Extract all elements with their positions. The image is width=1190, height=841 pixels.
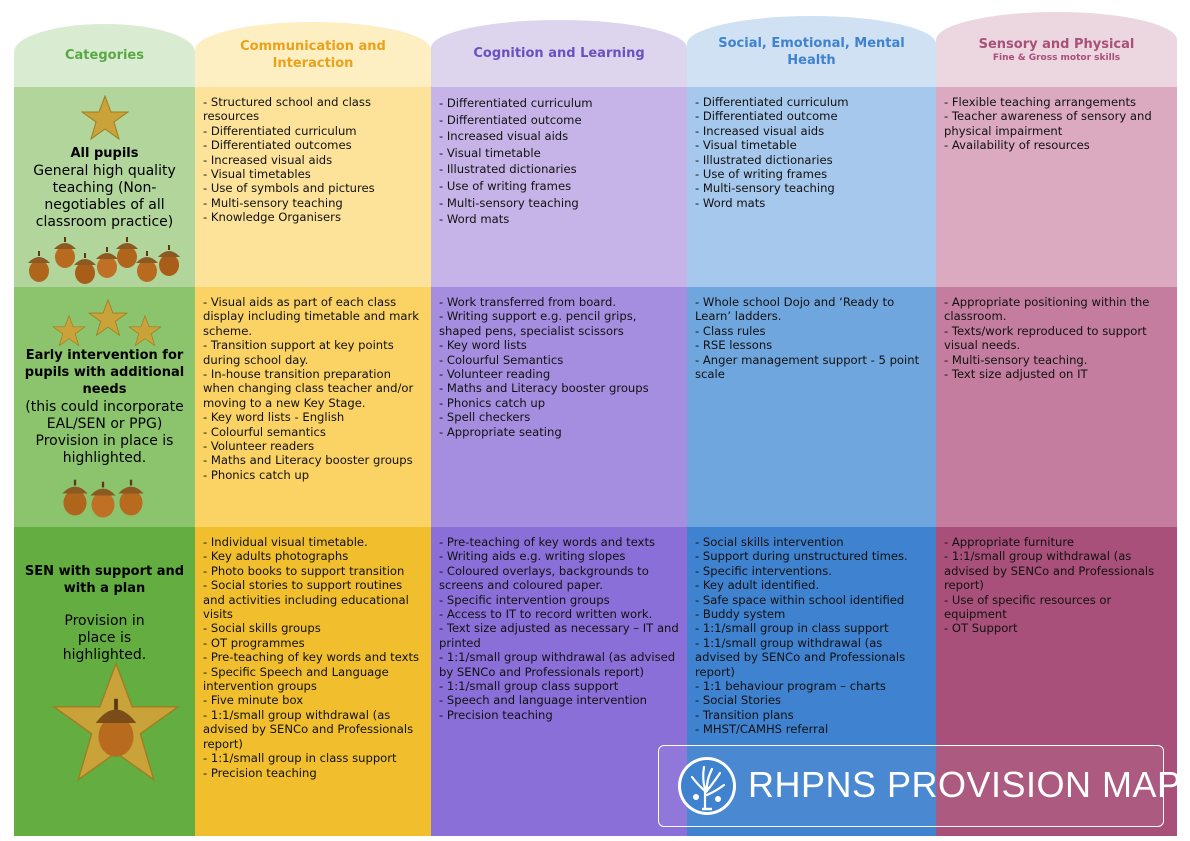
list-item: - Differentiated curriculum	[695, 95, 849, 109]
list-item: - Safe space within school identified	[695, 592, 905, 607]
provision-map-title: RHPNS PROVISION MAP	[748, 764, 1182, 805]
list-item: - Multi-sensory teaching	[695, 181, 835, 196]
list-item: - 1:1 behaviour program – charts	[695, 679, 886, 694]
list-item: - Maths and Literacy booster groups	[203, 453, 413, 468]
list-item: - Social Stories	[695, 693, 782, 708]
list-item: - Illustrated dictionaries	[695, 152, 833, 167]
category-title: Early intervention for pupils with additional needs	[24, 348, 185, 397]
list-item: - Differentiated outcome	[695, 109, 838, 124]
list-item: - Pre-teaching of key words and texts	[203, 650, 420, 665]
list-item: - Multi-sensory teaching	[439, 195, 579, 210]
list-item: - Colourful semantics	[203, 424, 326, 439]
list-item: - Differentiated outcomes	[203, 138, 352, 153]
header-categories-label: Categories	[64, 48, 144, 63]
cell-comm-row2	[195, 287, 431, 527]
list-item: - Volunteer readers	[203, 439, 315, 454]
cell-soc-row2	[687, 287, 936, 527]
list-item: - Key word lists - English	[203, 410, 345, 425]
header-sensory-label: Sensory and Physical	[978, 36, 1135, 52]
list-item: - Phonics catch up	[203, 467, 310, 482]
header-social-label: Social, Emotional, Mental Health	[718, 35, 905, 68]
list-item: - Phonics catch up	[439, 395, 546, 410]
list-item: - Specific intervention groups	[439, 592, 610, 607]
list-item: - Photo books to support transition	[203, 563, 405, 578]
list-item: - Class rules	[695, 323, 766, 338]
header-cognition-label: Cognition and Learning	[473, 46, 645, 61]
list-item: - Knowledge Organisers	[203, 210, 341, 225]
list-item: - Appropriate furniture	[944, 535, 1075, 549]
category-text: General high quality teaching (Non-negotiables of all classroom practice)	[33, 163, 176, 230]
list-item: - Specific Speech and Language intervention groups	[203, 664, 389, 694]
list-item: - OT Support	[944, 621, 1018, 636]
list-item: - Individual visual timetable.	[203, 535, 368, 549]
list-item: - Appropriate positioning within the classroom.	[944, 295, 1150, 324]
list-item: - Pre-teaching of key words and texts	[439, 535, 656, 549]
list-item: - 1:1/small group class support	[439, 679, 619, 694]
list-item: - Social stories to support routines and activities including educational visits	[203, 578, 409, 622]
cell-comm-row1	[195, 87, 431, 287]
list-item: - Differentiated curriculum	[439, 96, 593, 110]
header-social	[687, 16, 936, 87]
list-item: - Teacher awareness of sensory and physical impairment	[944, 109, 1152, 138]
list-item: - Writing aids e.g. writing slopes	[439, 549, 626, 564]
list-item: - Multi-sensory teaching.	[944, 352, 1088, 367]
list-item: - Visual timetables	[203, 167, 311, 182]
list-item: - Text size adjusted as necessary – IT and printed	[439, 621, 679, 650]
header-communication	[195, 22, 431, 87]
list-item: - 1:1/small group withdrawal (as advised by SENCo and Professionals report)	[439, 650, 676, 679]
list-item: - Transition plans	[695, 707, 794, 722]
cell-soc-row1	[687, 87, 936, 287]
list-item: - Key adult identified.	[695, 578, 820, 593]
list-item: - Anger management support - 5 point scale	[695, 352, 920, 382]
header-categories	[14, 24, 195, 87]
cell-cog-row1	[431, 87, 687, 287]
list-item: - OT programmes	[203, 635, 305, 650]
list-item: - Differentiated outcome	[439, 112, 582, 127]
list-item: - In-house transition preparation when changing class teacher and/or moving to a new Key Stage.	[203, 367, 414, 410]
acorn-group-icon	[26, 235, 186, 285]
list-item: - Increased visual aids	[439, 129, 569, 144]
list-item: - Support during unstructured times.	[695, 549, 908, 564]
list-item: - Increased visual aids	[695, 123, 825, 138]
category-text: (this could incorporate EAL/SEN or PPG) Provision in place is highlighted.	[25, 399, 184, 466]
list-item: - Use of specific resources or equipment	[944, 592, 1112, 622]
list-item: - Five minute box	[203, 693, 304, 708]
list-item: - Transition support at key points during school day.	[203, 338, 394, 367]
list-item: - Use of writing frames	[695, 167, 828, 182]
list-item: - 1:1/small group withdrawal (as advised by SENCo and Professionals report)	[944, 549, 1155, 593]
list-item: - Flexible teaching arrangements	[944, 95, 1137, 109]
list-item: - Increased visual aids	[203, 152, 333, 167]
list-item: - Multi-sensory teaching	[203, 195, 343, 210]
list-item: - Use of writing frames	[439, 178, 572, 193]
category-title: SEN with support and with a plan	[24, 564, 185, 596]
category-cell-sen-support	[14, 527, 195, 836]
list-item: - Social skills groups	[203, 621, 321, 636]
header-cognition	[431, 20, 687, 87]
list-item: - Structured school and class resources	[203, 95, 371, 124]
category-title: All pupils	[70, 146, 139, 161]
list-item: - Social skills intervention	[695, 535, 844, 549]
list-item: - Illustrated dictionaries	[439, 162, 577, 177]
list-item: - 1:1/small group in class support	[203, 751, 397, 766]
cell-comm-row3	[195, 527, 431, 836]
list-item: - Visual aids as part of each class display including timetable and mark scheme.	[203, 295, 419, 338]
list-item: - Word mats	[439, 212, 510, 227]
list-item: - Key adults photographs	[203, 549, 349, 564]
list-item: - 1:1/small group in class support	[695, 621, 889, 636]
school-tree-logo-icon	[676, 755, 738, 817]
acorn-group-icon	[60, 473, 150, 521]
category-text: Provision in place is highlighted.	[62, 613, 147, 663]
list-item: - Visual timetable	[439, 145, 541, 160]
list-item: - Key word lists	[439, 338, 527, 353]
list-item: - 1:1/small group withdrawal (as advised by SENCo and Professionals report)	[203, 707, 414, 751]
list-item: - Precision teaching	[439, 707, 553, 722]
list-item: - Precision teaching	[203, 765, 317, 780]
star-group-icon	[52, 299, 162, 349]
gold-star-icon	[81, 95, 129, 141]
star-acorn-icon	[51, 661, 181, 785]
list-item: - Texts/work reproduced to support visual needs.	[944, 323, 1147, 353]
list-item: - Speech and language intervention	[439, 693, 647, 708]
cell-sen-row2	[936, 287, 1177, 527]
header-sensory	[936, 12, 1177, 87]
category-cell-all-pupils	[14, 87, 195, 287]
list-item: - Coloured overlays, backgrounds to screens and coloured paper.	[439, 563, 649, 593]
category-cell-early-intervention	[14, 287, 195, 527]
list-item: - MHST/CAMHS referral	[695, 722, 829, 737]
list-item: - Buddy system	[695, 607, 786, 622]
list-item: - Access to IT to record written work.	[439, 607, 653, 622]
list-item: - Work transferred from board.	[439, 295, 617, 309]
list-item: - Word mats	[695, 195, 766, 210]
list-item: - Writing support e.g. pencil grips, shaped pens, specialist scissors	[439, 309, 637, 338]
list-item: - Appropriate seating	[439, 424, 562, 439]
header-communication-label: Communication and Interaction	[240, 38, 386, 71]
list-item: - Visual timetable	[695, 138, 797, 153]
list-item: - Maths and Literacy booster groups	[439, 381, 649, 396]
list-item: - Availability of resources	[944, 138, 1090, 153]
list-item: - RSE lessons	[695, 338, 773, 353]
list-item: - Spell checkers	[439, 410, 531, 425]
cell-sen-row1	[936, 87, 1177, 287]
list-item: - Use of symbols and pictures	[203, 181, 375, 196]
list-item: - 1:1/small group withdrawal (as advised by SENCo and Professionals report)	[695, 635, 906, 679]
list-item: - Whole school Dojo and ‘Ready to Learn’ ladders.	[695, 295, 895, 324]
list-item: - Colourful Semantics	[439, 352, 564, 367]
list-item: - Text size adjusted on IT	[944, 367, 1088, 382]
list-item: - Differentiated curriculum	[203, 123, 357, 138]
header-sensory-sublabel: Fine & Gross motor skills	[992, 52, 1121, 63]
list-item: - Volunteer reading	[439, 367, 551, 382]
cell-cog-row3	[431, 527, 687, 836]
cell-cog-row2	[431, 287, 687, 527]
list-item: - Specific interventions.	[695, 563, 832, 578]
